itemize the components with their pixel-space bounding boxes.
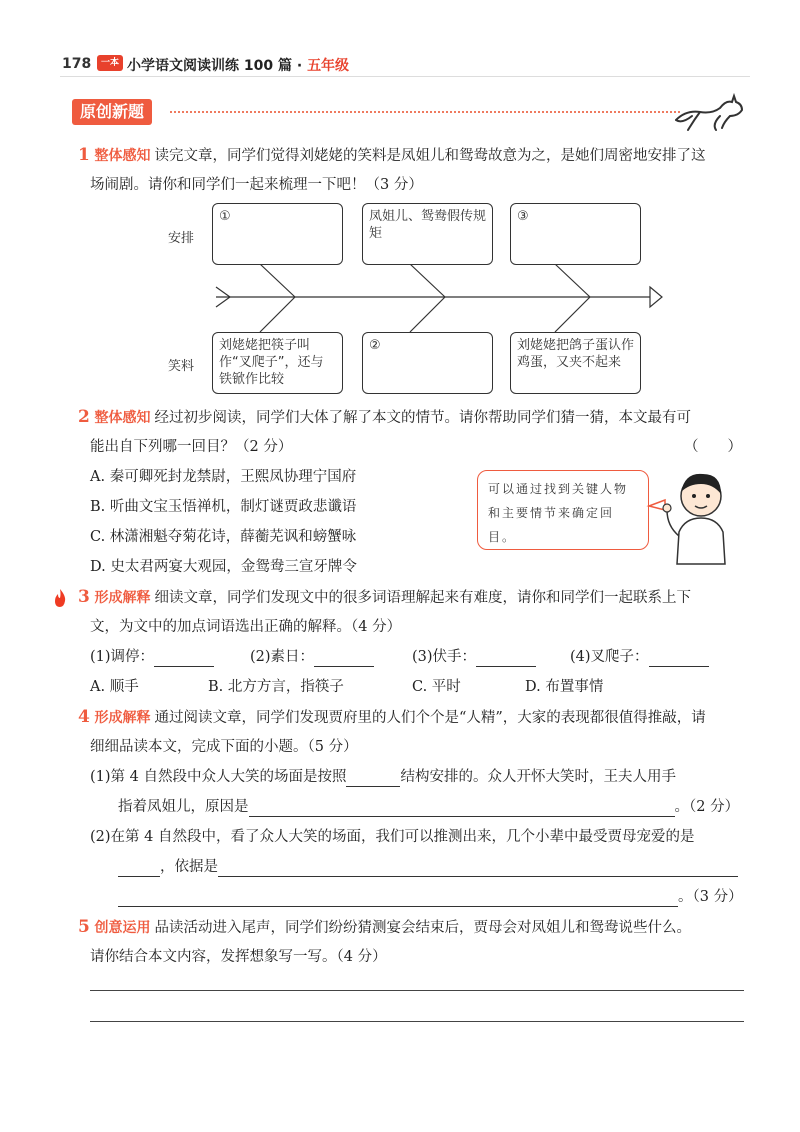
q4-sub1-text-c: 指着凤姐儿，原因是 (118, 799, 249, 815)
q3-item-3 (412, 647, 536, 667)
q3-item-1-label: (1)调停： (90, 649, 155, 665)
q3-choice-b: B. 北方方言，指筷子 (208, 679, 344, 695)
q5-number: 5 (78, 917, 90, 937)
q4-line1 (78, 707, 706, 728)
book-title (127, 55, 349, 75)
q4-sub1-blank-reason[interactable] (249, 800, 675, 817)
diagram-label-jokes: 笑料 (168, 359, 195, 374)
q5-line1 (78, 917, 691, 938)
q5-tag: 创意运用 (94, 920, 151, 936)
section-dotted-divider (170, 111, 680, 113)
q3-item-2 (250, 647, 374, 667)
q4-sub1-text-a: (1)第 4 自然段中众人大笑的场面是按照 (90, 769, 347, 785)
diagram-top-box-1[interactable]: ① (212, 203, 343, 265)
diagram-top-box-2: 凤姐儿、鸳鸯假传规矩 (362, 203, 493, 265)
q5-answer-line-1[interactable] (90, 990, 744, 991)
q3-choice-a: A. 顺手 (90, 679, 139, 695)
book-title-text: 小学语文阅读训练 100 篇 (127, 58, 292, 74)
q4-sub2-text-b: ，依据是 (160, 859, 218, 875)
q2-tag: 整体感知 (94, 410, 151, 426)
section-title: 原创新题 (72, 99, 152, 125)
q2-line2: 能出自下列哪一回目？（2 分） (90, 439, 293, 455)
page-number: 178 (62, 56, 92, 72)
q3-item-2-label: (2)素日： (250, 649, 315, 665)
q5-answer-line-2[interactable] (90, 1021, 744, 1022)
q2-option-b[interactable]: B. 听曲文宝玉悟禅机，制灯谜贾政悲谶语 (90, 499, 357, 515)
q5-text1: 品读活动进入尾声，同学们纷纷猜测宴会结束后，贾母会对凤姐儿和鸳鸯说些什么。 (154, 920, 691, 936)
hint-bubble: 可以通过找到关键人物和主要情节来确定回目。 (477, 470, 649, 550)
q3-number: 3 (78, 587, 90, 607)
q4-sub2-line2 (118, 857, 738, 877)
diagram-bottom-box-3: 刘姥姥把鸽子蛋认作鸡蛋，又夹不起来 (510, 332, 641, 394)
q1-tag: 整体感知 (94, 148, 151, 164)
q4-sub2-blank-basis-cont[interactable] (118, 890, 678, 907)
title-separator: · (296, 58, 303, 74)
q1-line2: 场闹剧。请你和同学们一起来梳理一下吧！（3 分） (90, 177, 423, 193)
q4-sub2-blank-basis[interactable] (218, 860, 738, 877)
q2-line1 (78, 407, 691, 428)
q2-option-a[interactable]: A. 秦可卿死封龙禁尉，王熙凤协理宁国府 (90, 469, 357, 485)
header-divider (60, 76, 750, 77)
q3-choice-d: D. 布置事情 (525, 679, 604, 695)
q3-item-2-blank[interactable] (314, 650, 374, 667)
q4-sub1-line1 (90, 767, 676, 787)
q3-item-1 (90, 647, 214, 667)
q4-sub2-line3 (118, 887, 743, 907)
diagram-bottom-box-2[interactable]: ② (362, 332, 493, 394)
q4-text1: 通过阅读文章，同学们发现贾府里的人们个个是“人精”，大家的表现都很值得推敲，请 (154, 710, 706, 726)
fire-icon (52, 588, 68, 608)
q4-sub2-score: 。（3 分） (678, 889, 743, 905)
q3-item-4-blank[interactable] (649, 650, 709, 667)
q3-item-4 (570, 647, 709, 667)
q2-number: 2 (78, 407, 90, 427)
q4-sub2-blank-name[interactable] (118, 860, 160, 877)
q4-sub1-blank-structure[interactable] (346, 770, 400, 787)
q4-sub2-line1: (2)在第 4 自然段中，看了众人大笑的场面，我们可以推测出来，几个小辈中最受贾母宠爱的是 (90, 829, 695, 845)
q3-item-1-blank[interactable] (154, 650, 214, 667)
q2-text1: 经过初步阅读，同学们大体了解了本文的情节。请你帮助同学们猜一猜，本文最有可 (154, 410, 691, 426)
q2-option-c[interactable]: C. 林潇湘魁夺菊花诗，薛蘅芜讽和螃蟹咏 (90, 529, 357, 545)
q4-sub1-line2 (118, 797, 739, 817)
q3-line2: 文，为文中的加点词语选出正确的解释。（4 分） (90, 619, 402, 635)
q3-text1: 细读文章，同学们发现文中的很多词语理解起来有难度，请你和同学们一起联系上下 (154, 590, 691, 606)
brand-logo: 一本 (97, 55, 123, 71)
q3-choice-c: C. 平时 (412, 679, 461, 695)
diagram-top-box-3[interactable]: ③ (510, 203, 641, 265)
q3-line1 (78, 587, 691, 608)
q4-number: 4 (78, 707, 90, 727)
q2-answer-parentheses[interactable]: （ ） (684, 439, 742, 455)
q5-line2: 请你结合本文内容，发挥想象写一写。（4 分） (90, 949, 387, 965)
teacher-icon (645, 466, 745, 566)
q4-tag: 形成解释 (94, 710, 151, 726)
q3-tag: 形成解释 (94, 590, 151, 606)
q1-number: 1 (78, 145, 90, 165)
diagram-label-arrange: 安排 (168, 231, 195, 246)
q3-item-3-label: (3)伏手： (412, 649, 477, 665)
grade-label: 五年级 (307, 58, 350, 74)
q2-option-d[interactable]: D. 史太君两宴大观园，金鸳鸯三宣牙牌令 (90, 559, 357, 575)
cat-icon (672, 90, 746, 134)
diagram-bottom-box-1: 刘姥姥把筷子叫作“叉爬子”，还与铁锨作比较 (212, 332, 343, 394)
q3-item-3-blank[interactable] (476, 650, 536, 667)
q3-item-4-label: (4)叉爬子： (570, 649, 649, 665)
q4-line2: 细细品读本文，完成下面的小题。（5 分） (90, 739, 358, 755)
q1-text1: 读完文章，同学们觉得刘姥姥的笑料是凤姐儿和鸳鸯故意为之，是她们周密地安排了这 (154, 148, 706, 164)
q4-sub1-score: 。（2 分） (674, 799, 740, 815)
q1-line1 (78, 145, 705, 166)
q4-sub1-text-b: 结构安排的。众人开怀大笑时，王夫人用手 (400, 769, 676, 785)
